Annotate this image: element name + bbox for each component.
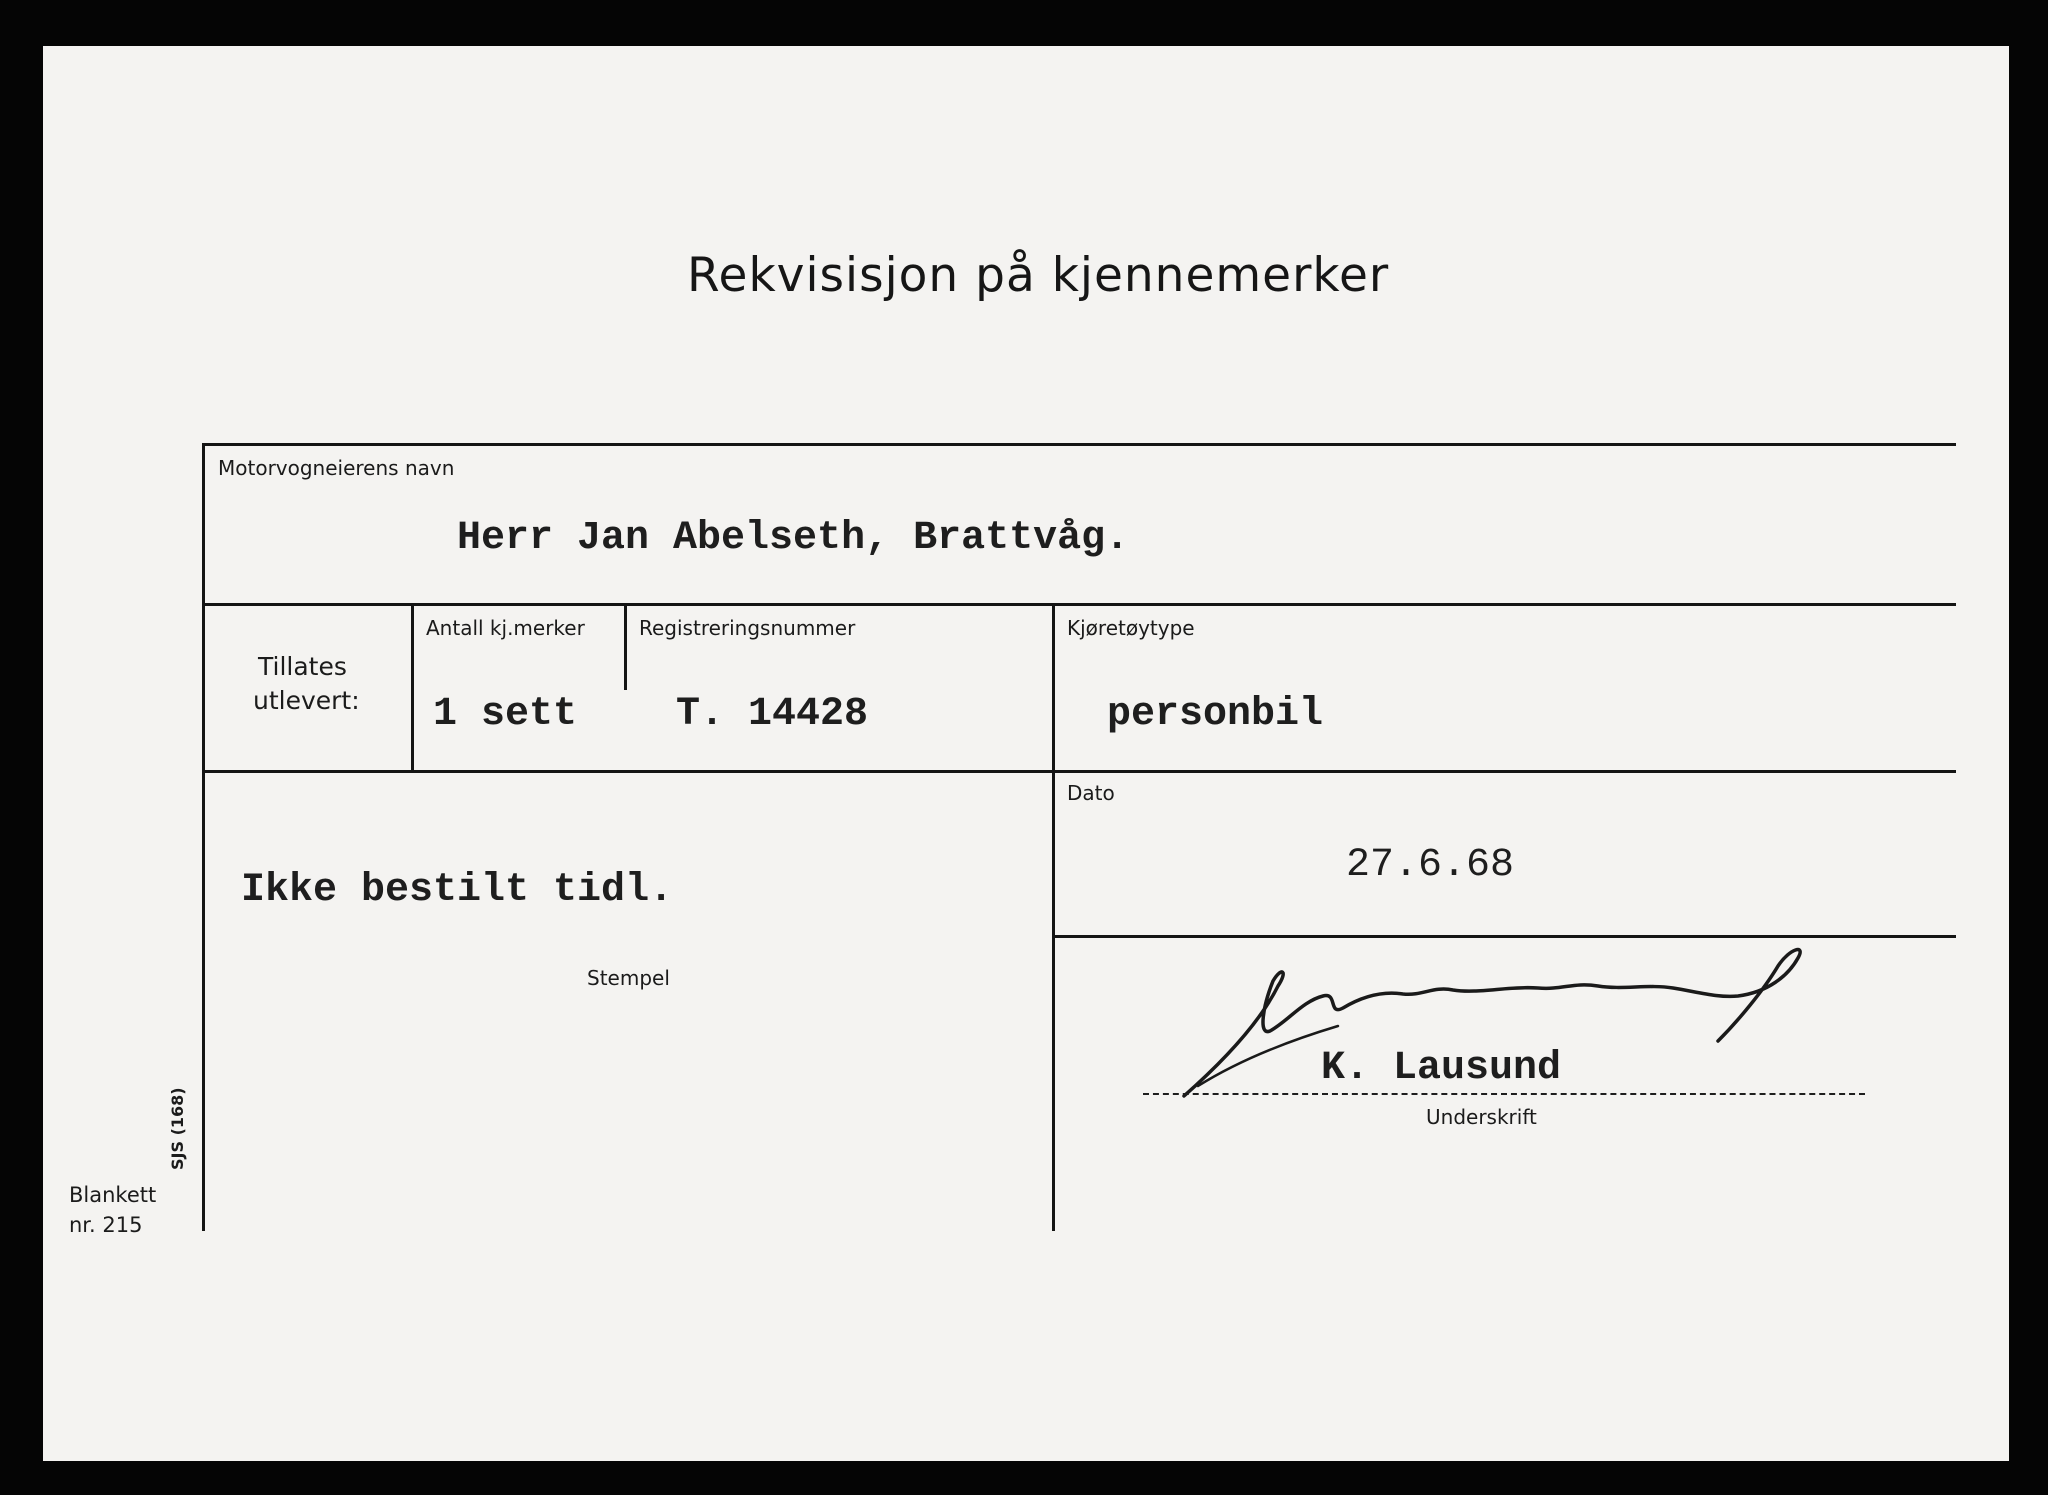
form-title: Rekvisisjon på kjennemerker <box>687 248 1390 303</box>
table-top-rule <box>204 443 1956 446</box>
form-number-line2: nr. 215 <box>69 1213 143 1237</box>
stamp-label: Stempel <box>587 966 670 990</box>
signature-label: Underskrift <box>1426 1105 1537 1129</box>
permit-label-line1: Tillates <box>258 652 347 681</box>
count-label: Antall kj.merker <box>426 616 585 640</box>
center-divider <box>1052 603 1055 1231</box>
permit-row-rule <box>204 770 1956 773</box>
registration-divider <box>624 606 627 690</box>
date-row-rule <box>1054 935 1956 938</box>
count-value: 1 sett <box>433 692 578 737</box>
registration-value: T. 14428 <box>676 692 869 737</box>
remark-text: Ikke bestilt tidl. <box>241 868 674 913</box>
table-left-rule <box>202 443 205 1231</box>
signature-line <box>1143 1093 1865 1095</box>
vehicle-type-value: personbil <box>1107 692 1324 737</box>
form-sheet <box>43 46 2009 1461</box>
owner-name-label: Motorvogneierens navn <box>218 456 455 480</box>
date-label: Dato <box>1067 781 1115 805</box>
permit-count-divider <box>411 603 414 773</box>
signer-name: K. Lausund <box>1321 1046 1562 1091</box>
permit-label-line2: utlevert: <box>253 686 360 715</box>
vehicle-type-label: Kjøretøytype <box>1067 616 1195 640</box>
form-number-line1: Blankett <box>69 1183 157 1207</box>
owner-name-value: Herr Jan Abelseth, Brattvåg. <box>457 516 1130 561</box>
registration-label: Registreringsnummer <box>639 616 856 640</box>
owner-row-rule <box>204 603 1956 606</box>
printer-code: SJS (168) <box>168 1087 187 1170</box>
date-value: 27.6.68 <box>1346 843 1515 888</box>
